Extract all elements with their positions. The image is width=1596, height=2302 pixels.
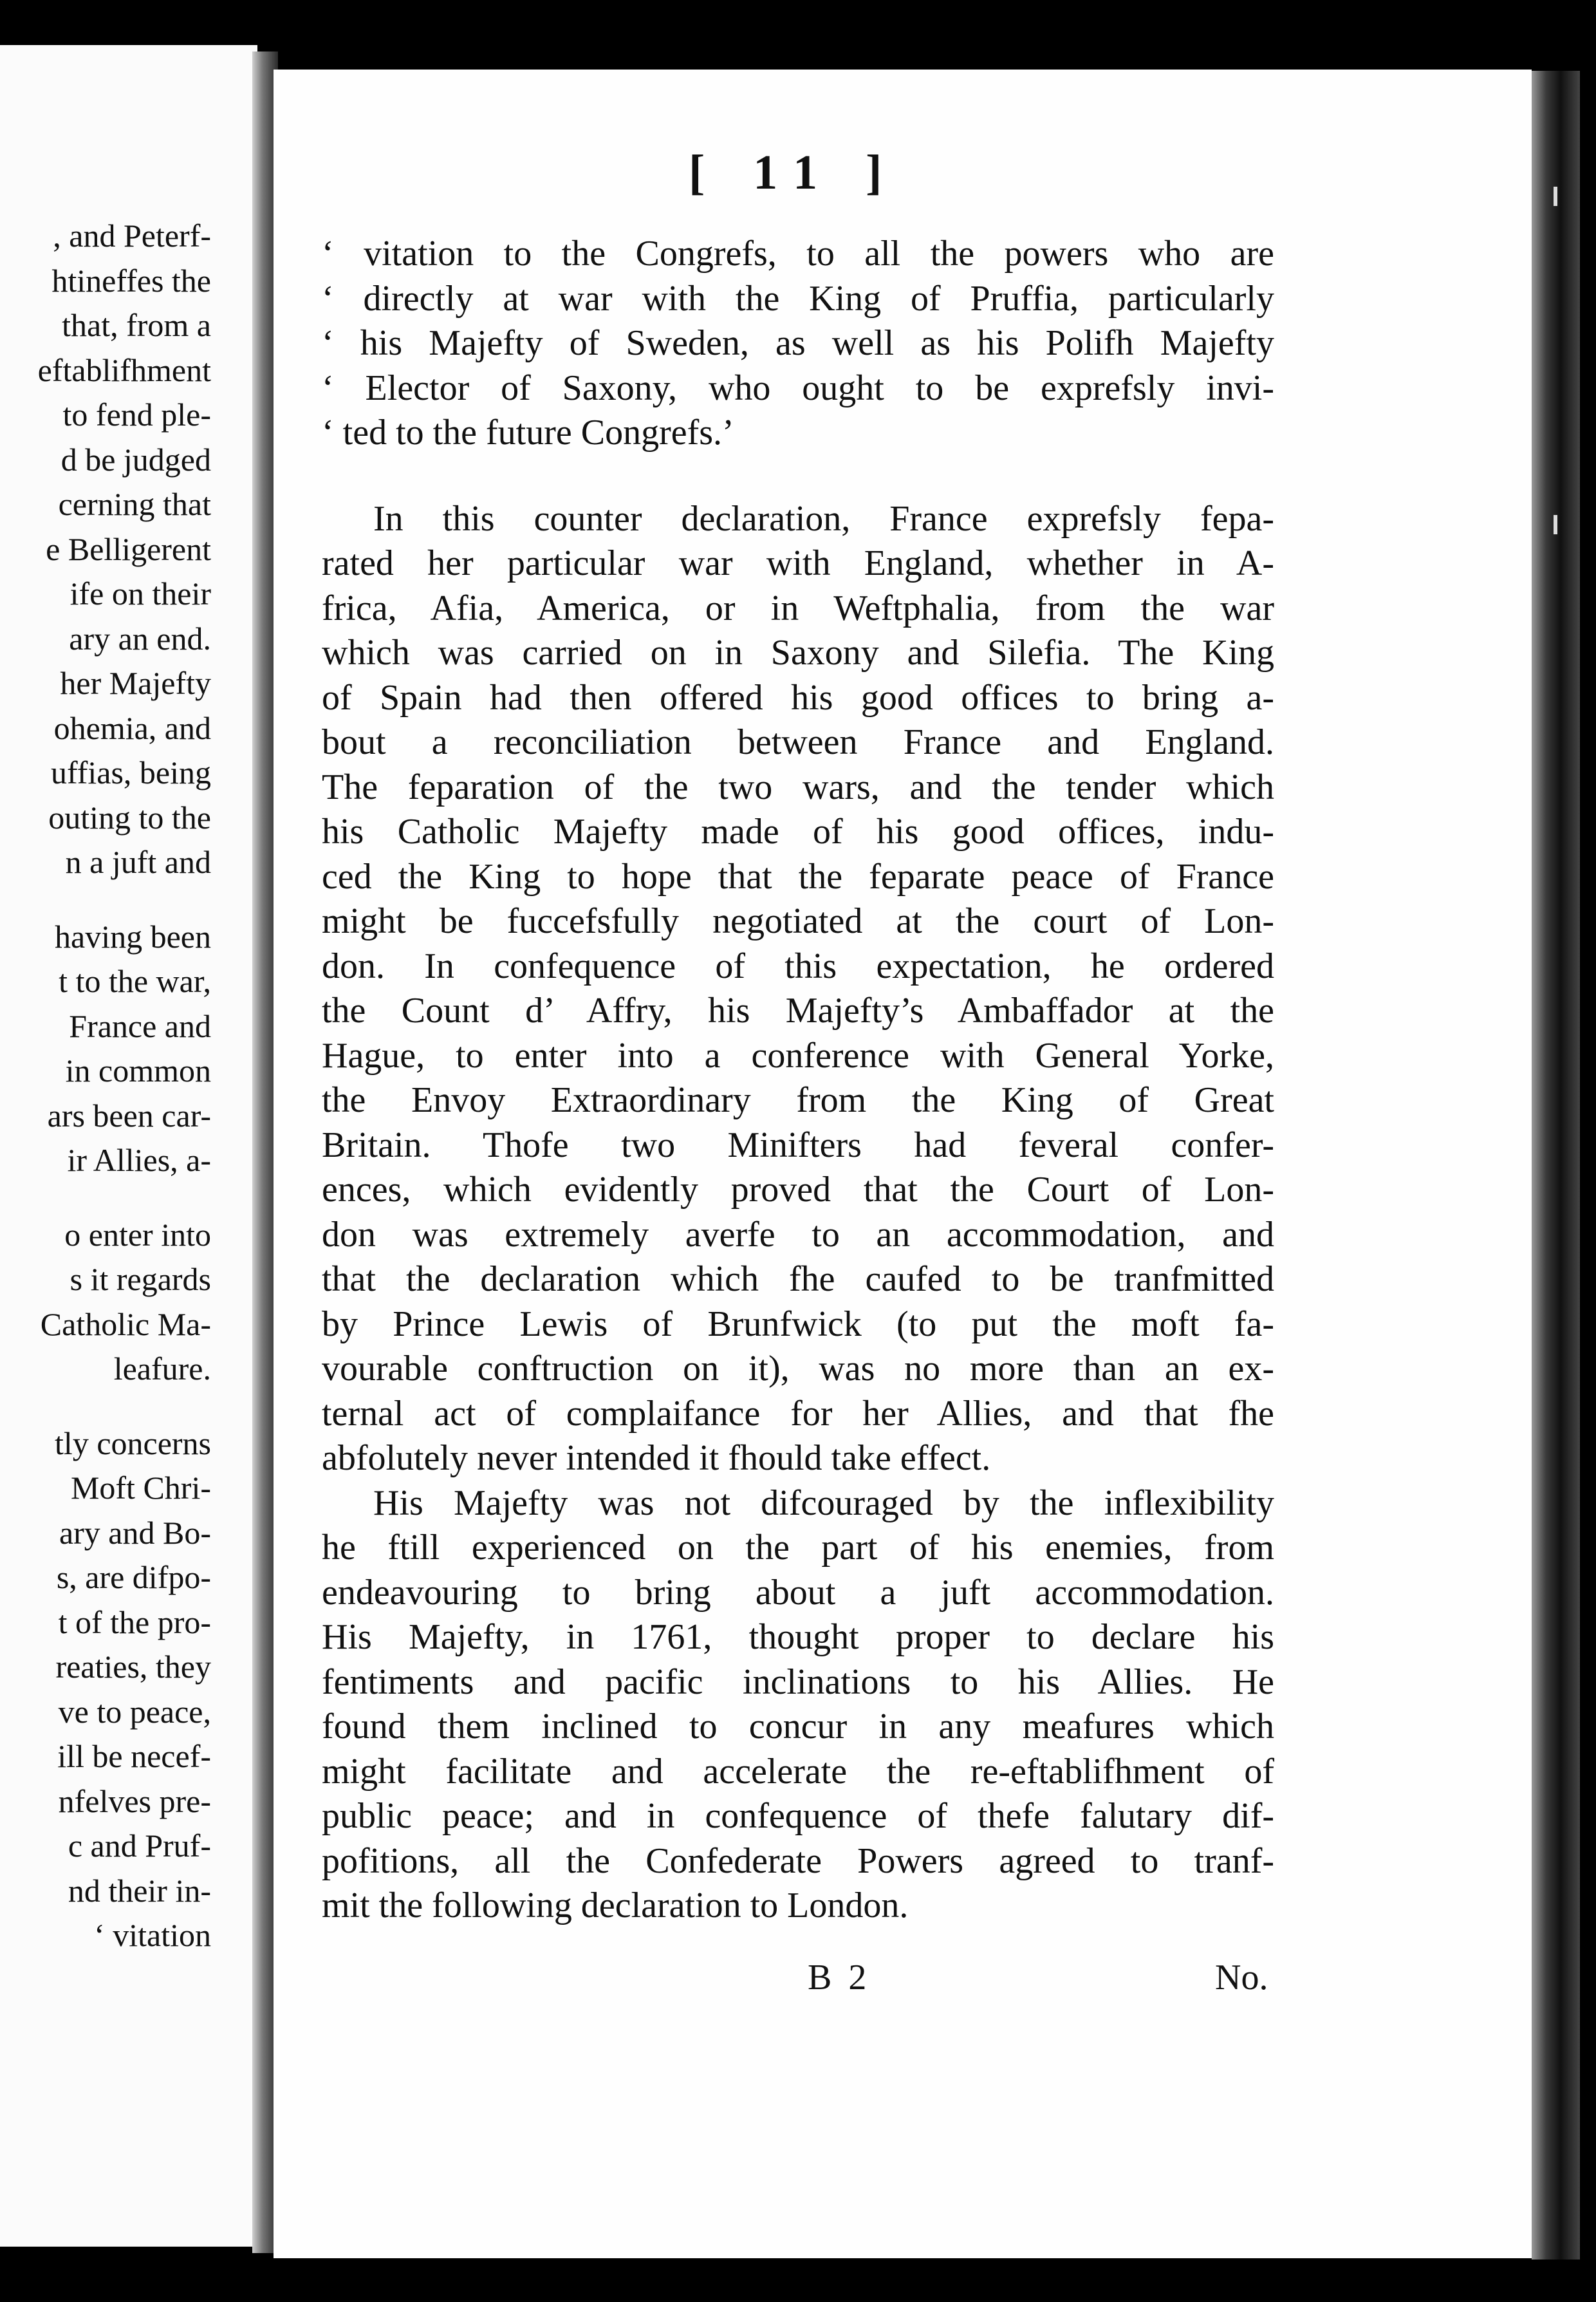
left-page-line: htineffes the bbox=[51, 262, 211, 299]
left-page-line: ‘ vitation bbox=[94, 1917, 211, 1953]
text-line: His Majefty was not difcouraged by the inflexibility bbox=[373, 1483, 1274, 1523]
page-edge bbox=[1532, 71, 1580, 2260]
left-page-line: that, from a bbox=[62, 307, 211, 343]
page-body-text bbox=[322, 232, 1274, 1929]
text-line: might facilitate and accelerate the re-eftablifhment of bbox=[322, 1751, 1274, 1792]
text-line: ences, which evidently proved that the Court of Lon- bbox=[322, 1170, 1274, 1210]
left-page-text bbox=[38, 214, 211, 1958]
text-line: ‘ ted to the future Congrefs.’ bbox=[322, 413, 734, 453]
text-line: ‘ directly at war with the King of Pruffia, particularly bbox=[322, 278, 1274, 319]
left-page-line: in common bbox=[65, 1053, 211, 1089]
catchword: No. bbox=[1215, 1958, 1268, 1998]
paragraph bbox=[322, 1481, 1274, 1929]
left-page-line: Catholic Ma- bbox=[40, 1305, 211, 1342]
text-line: bout a reconciliation between France and England. bbox=[322, 722, 1274, 762]
left-page-line: eftablifhment bbox=[37, 351, 211, 388]
left-page-line: d be judged bbox=[60, 441, 211, 478]
text-line: public peace; and in confequence of thefe falutary dif- bbox=[322, 1796, 1274, 1836]
text-line: ternal act of complaifance for her Allies, and that fhe bbox=[322, 1393, 1274, 1434]
left-page-line: n a juft and bbox=[65, 844, 211, 880]
left-page-line: ill be necef- bbox=[57, 1738, 211, 1774]
left-page-line: t of the pro- bbox=[58, 1604, 211, 1640]
text-line: Britain. Thofe two Minifters had feveral confer- bbox=[322, 1125, 1274, 1165]
text-line: of Spain had then offered his good offices to bring a- bbox=[322, 677, 1274, 718]
left-page-line: s it regards bbox=[70, 1261, 211, 1297]
text-line: he ftill experienced on the part of his enemies, from bbox=[322, 1528, 1274, 1567]
left-page-line: to fend ple- bbox=[62, 397, 211, 433]
text-line: ‘ vitation to the Congrefs, to all the powers who are bbox=[322, 234, 1274, 274]
text-line: mit the following declaration to London. bbox=[322, 1886, 909, 1925]
left-page-line: uffias, being bbox=[50, 754, 211, 791]
left-page-line: e Belligerent bbox=[46, 530, 211, 567]
text-line: don was extremely averfe to an accommodation, and bbox=[322, 1214, 1274, 1255]
left-page-line: nfelves pre- bbox=[58, 1783, 211, 1819]
text-line: ‘ Elector of Saxony, who ought to be exprefsly invi- bbox=[322, 368, 1274, 408]
left-page-line: Moft Chri- bbox=[70, 1470, 211, 1506]
left-page-line: having been bbox=[55, 918, 211, 955]
text-line: Hague, to enter into a conference with General Yorke, bbox=[322, 1035, 1274, 1076]
left-facing-page bbox=[0, 45, 257, 2247]
left-page-line: , and Peterf- bbox=[53, 218, 211, 254]
left-page-line: s, are difpo- bbox=[56, 1559, 211, 1595]
left-page-line: t to the war, bbox=[59, 963, 211, 999]
text-line: ‘ his Majefty of Sweden, as well as his Polifh Majefty bbox=[322, 323, 1274, 363]
text-line: the Count d’ Affry, his Majefty’s Ambaffador at the bbox=[322, 991, 1274, 1031]
text-line: His Majefty, in 1761, thought proper to declare his bbox=[322, 1617, 1274, 1657]
left-page-line: ary and Bo- bbox=[59, 1514, 211, 1551]
text-line: his Catholic Majefty made of his good offices, indu- bbox=[322, 812, 1274, 852]
text-line: abfolutely never intended it fhould take effect. bbox=[322, 1438, 991, 1478]
left-page-line: outing to the bbox=[48, 799, 211, 836]
page-number-header: [ 11 ] bbox=[689, 145, 900, 200]
text-line: don. In confequence of this expectation, he ordered bbox=[322, 946, 1274, 986]
text-line: found them inclined to concur in any meafures which bbox=[322, 1707, 1274, 1746]
signature-mark: B 2 bbox=[808, 1958, 871, 1998]
left-page-line: cerning that bbox=[58, 486, 211, 522]
left-page-line: leafure. bbox=[113, 1351, 211, 1387]
left-page-line: ve to peace, bbox=[58, 1693, 211, 1730]
text-line: the Envoy Extraordinary from the King of Great bbox=[322, 1080, 1274, 1120]
left-page-line: ars been car- bbox=[47, 1097, 211, 1134]
text-line: rated her particular war with England, whether in A- bbox=[322, 543, 1274, 583]
text-line: vourable conftruction on it), was no more than an ex- bbox=[322, 1349, 1274, 1389]
text-line: might be fuccefsfully negotiated at the court of Lon- bbox=[322, 901, 1274, 941]
paragraph bbox=[322, 232, 1274, 456]
text-line: endeavouring to bring about a juft accommodation. bbox=[322, 1572, 1274, 1613]
left-page-line: reaties, they bbox=[55, 1649, 211, 1685]
paragraph bbox=[322, 497, 1274, 1481]
text-line: In this counter declaration, France exprefsly fepa- bbox=[373, 498, 1274, 539]
text-line: ced the King to hope that the feparate peace of France bbox=[322, 856, 1274, 897]
text-line: pofitions, all the Confederate Powers agreed to tranf- bbox=[322, 1840, 1274, 1881]
text-line: that the declaration which fhe caufed to be tranfmitted bbox=[322, 1259, 1274, 1299]
left-page-line: ir Allies, a- bbox=[67, 1142, 211, 1178]
left-page-line: nd their in- bbox=[68, 1872, 211, 1909]
left-page-line: c and Pruf- bbox=[68, 1828, 211, 1864]
text-line: which was carried on in Saxony and Silefia. The King bbox=[322, 633, 1274, 673]
left-page-line: her Majefty bbox=[60, 665, 211, 701]
left-page-line: France and bbox=[69, 1007, 211, 1044]
text-line: fentiments and pacific inclinations to his Allies. He bbox=[322, 1661, 1274, 1702]
left-page-line: ohemia, and bbox=[53, 709, 211, 746]
left-page-line: tly concerns bbox=[55, 1425, 211, 1461]
left-page-line: ary an end. bbox=[69, 620, 211, 657]
text-line: frica, Afia, America, or in Weftphalia, from the war bbox=[322, 588, 1274, 628]
left-page-line: ife on their bbox=[70, 576, 211, 612]
left-page-line: o enter into bbox=[64, 1216, 211, 1253]
text-line: The feparation of the two wars, and the tender which bbox=[322, 767, 1274, 807]
text-line: by Prince Lewis of Brunfwick (to put the moft fa- bbox=[322, 1304, 1274, 1344]
